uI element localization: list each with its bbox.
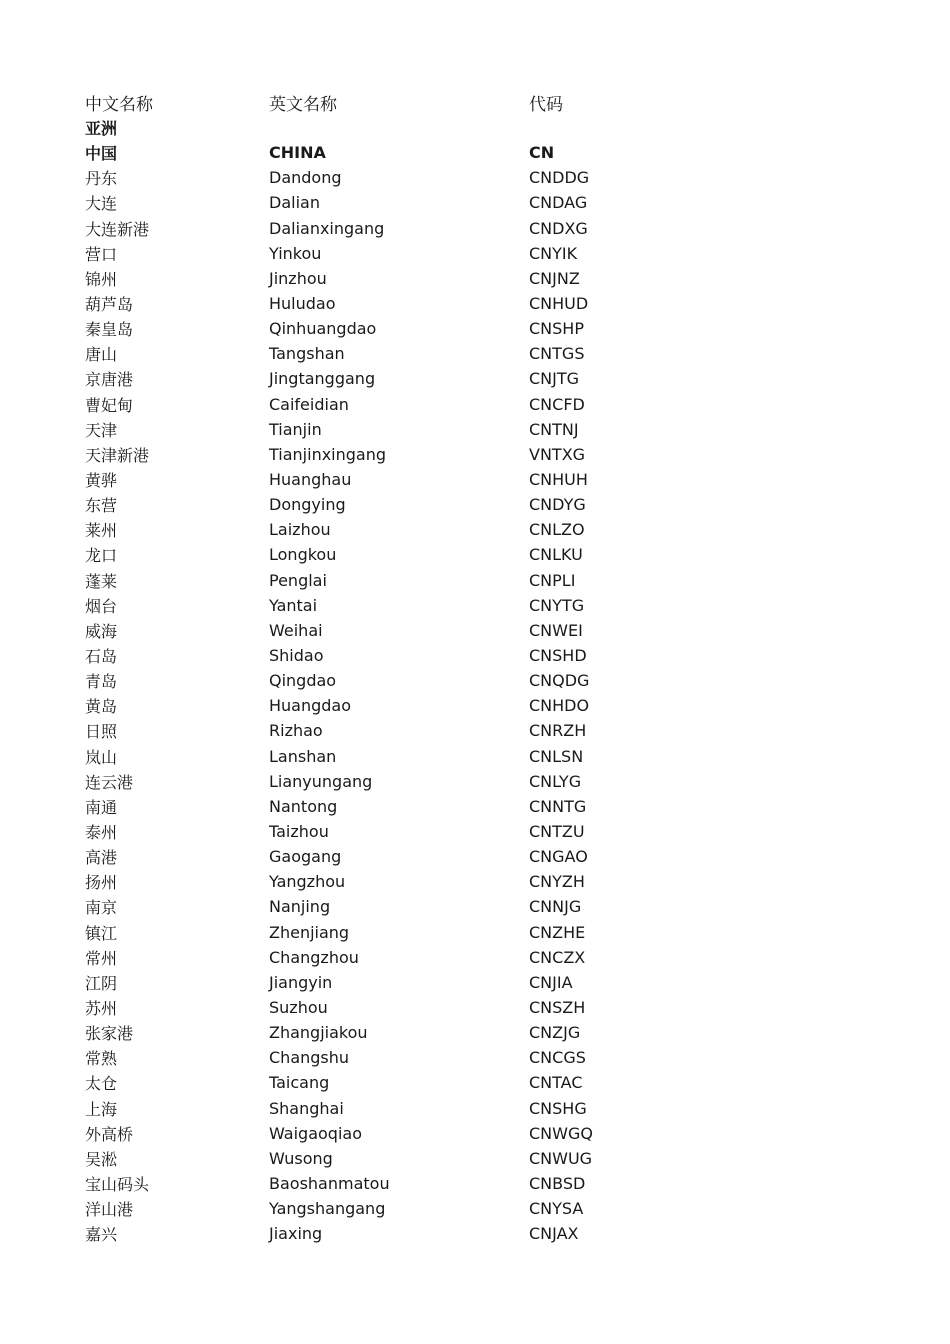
port-chinese-name: 天津 [85, 420, 118, 440]
port-chinese-name: 青岛 [85, 672, 118, 692]
port-code: CNCGS [529, 1048, 586, 1068]
table-row [85, 190, 705, 215]
port-english-name: Lianyungang [269, 771, 373, 791]
table-row [85, 668, 705, 693]
country-chinese: 中国 [85, 144, 118, 164]
table-row [85, 1196, 705, 1221]
port-code: CNPLI [529, 570, 576, 590]
port-chinese-name: 威海 [85, 621, 118, 641]
port-english-name: Dalianxingang [269, 218, 385, 238]
table-row [85, 467, 705, 492]
port-chinese-name: 秦皇岛 [85, 320, 134, 340]
table-row [85, 1070, 705, 1095]
port-chinese-name: 扬州 [85, 873, 118, 893]
table-row [85, 718, 705, 743]
port-chinese-name: 江阴 [85, 973, 118, 993]
port-code: CNWGQ [529, 1123, 593, 1143]
port-chinese-name: 曹妃甸 [85, 395, 134, 415]
port-chinese-name: 黄岛 [85, 697, 118, 717]
table-row [85, 216, 705, 241]
port-code: CNSHP [529, 319, 584, 339]
port-code-table [85, 89, 705, 1246]
port-code: CNJIA [529, 972, 573, 992]
port-code: CNYSA [529, 1199, 584, 1219]
region-row [85, 115, 705, 140]
port-chinese-name: 唐山 [85, 345, 118, 365]
port-english-name: Zhenjiang [269, 922, 350, 942]
port-english-name: Jiangyin [269, 972, 333, 992]
port-code: CNLSN [529, 746, 584, 766]
table-row [85, 266, 705, 291]
port-english-name: Yangzhou [269, 872, 346, 892]
table-row [85, 869, 705, 894]
port-code: CNHUH [529, 470, 588, 490]
table-row [85, 643, 705, 668]
port-english-name: Suzhou [269, 997, 328, 1017]
port-code: CNNJG [529, 897, 582, 917]
table-row [85, 593, 705, 618]
port-english-name: Huludao [269, 294, 336, 314]
port-english-name: Yantai [269, 595, 318, 615]
port-code: CNLKU [529, 545, 583, 565]
port-chinese-name: 日照 [85, 722, 118, 742]
port-code: CNZJG [529, 1023, 581, 1043]
port-rows [85, 165, 705, 1246]
port-english-name: Qinhuangdao [269, 319, 377, 339]
port-english-name: Taicang [269, 1073, 330, 1093]
port-chinese-name: 外高桥 [85, 1124, 134, 1144]
table-row [85, 794, 705, 819]
table-row [85, 819, 705, 844]
port-chinese-name: 莱州 [85, 521, 118, 541]
port-code: CNSHD [529, 646, 587, 666]
table-row [85, 693, 705, 718]
port-code: CNZHE [529, 922, 586, 942]
port-chinese-name: 嘉兴 [85, 1225, 118, 1245]
table-row [85, 392, 705, 417]
table-row [85, 1020, 705, 1045]
port-english-name: Yangshangang [269, 1199, 386, 1219]
header-english-name: 英文名称 [269, 94, 337, 115]
port-chinese-name: 南通 [85, 797, 118, 817]
table-row [85, 492, 705, 517]
port-code: VNTXG [529, 444, 586, 464]
port-english-name: Shidao [269, 646, 324, 666]
port-english-name: Tianjinxingang [269, 444, 387, 464]
port-chinese-name: 营口 [85, 244, 118, 264]
port-code: CNGAO [529, 847, 588, 867]
port-english-name: Shanghai [269, 1098, 344, 1118]
port-chinese-name: 锦州 [85, 269, 118, 289]
port-chinese-name: 黄骅 [85, 471, 118, 491]
port-chinese-name: 京唐港 [85, 370, 134, 390]
port-english-name: Weihai [269, 620, 323, 640]
port-english-name: Waigaoqiao [269, 1123, 362, 1143]
port-code: CNHUD [529, 294, 589, 314]
port-chinese-name: 常熟 [85, 1049, 118, 1069]
port-english-name: Jiaxing [269, 1224, 323, 1244]
port-chinese-name: 张家港 [85, 1024, 134, 1044]
country-code: CN [529, 143, 555, 163]
table-row [85, 1146, 705, 1171]
table-row [85, 970, 705, 995]
header-code: 代码 [529, 94, 563, 115]
port-english-name: Lanshan [269, 746, 337, 766]
port-code: CNJTG [529, 369, 580, 389]
port-code: CNTZU [529, 822, 585, 841]
port-english-name: Yinkou [269, 243, 322, 263]
port-chinese-name: 岚山 [85, 747, 118, 767]
port-chinese-name: 大连新港 [85, 219, 150, 239]
table-row [85, 291, 705, 316]
port-chinese-name: 泰州 [85, 823, 118, 842]
port-chinese-name: 东营 [85, 496, 118, 516]
port-english-name: Dandong [269, 168, 342, 188]
port-english-name: Changshu [269, 1048, 350, 1068]
port-english-name: Dongying [269, 495, 346, 515]
port-chinese-name: 丹东 [85, 169, 118, 189]
port-chinese-name: 石岛 [85, 647, 118, 667]
table-row [85, 442, 705, 467]
port-chinese-name: 高港 [85, 848, 118, 868]
table-row [85, 1221, 705, 1246]
region-label: 亚洲 [85, 119, 118, 139]
port-english-name: Taizhou [269, 822, 329, 841]
table-row [85, 744, 705, 769]
port-code: CNLZO [529, 520, 585, 540]
port-english-name: Tangshan [269, 344, 345, 364]
table-row [85, 316, 705, 341]
port-english-name: Gaogang [269, 847, 342, 867]
port-code: CNJAX [529, 1224, 579, 1244]
table-row [85, 1095, 705, 1120]
table-row [85, 844, 705, 869]
port-english-name: Laizhou [269, 520, 331, 540]
table-row [85, 1045, 705, 1070]
table-row [85, 517, 705, 542]
table-row [85, 417, 705, 442]
port-code: CNTGS [529, 344, 585, 364]
port-english-name: Penglai [269, 570, 327, 590]
port-chinese-name: 常州 [85, 948, 118, 968]
table-header-row [85, 89, 705, 115]
port-code: CNTNJ [529, 419, 579, 439]
port-english-name: Huangdao [269, 696, 352, 716]
port-chinese-name: 龙口 [85, 546, 118, 566]
port-chinese-name: 连云港 [85, 772, 134, 792]
port-english-name: Dalian [269, 193, 320, 213]
port-code: CNRZH [529, 721, 587, 741]
table-row [85, 1121, 705, 1146]
port-code: CNBSD [529, 1173, 586, 1193]
port-english-name: Wusong [269, 1148, 333, 1168]
table-row [85, 341, 705, 366]
port-chinese-name: 天津新港 [85, 445, 150, 465]
port-english-name: Qingdao [269, 671, 337, 691]
port-code: CNWEI [529, 620, 583, 640]
port-english-name: Tianjin [269, 419, 322, 439]
port-chinese-name: 太仓 [85, 1074, 118, 1094]
port-code: CNDDG [529, 168, 590, 188]
table-row [85, 1171, 705, 1196]
header-chinese-name: 中文名称 [85, 94, 153, 115]
port-code: CNLYG [529, 771, 582, 791]
port-english-name: Jingtanggang [269, 369, 376, 389]
port-english-name: Jinzhou [269, 268, 327, 288]
port-chinese-name: 上海 [85, 1099, 118, 1119]
table-row [85, 894, 705, 919]
table-row [85, 618, 705, 643]
port-code: CNWUG [529, 1148, 593, 1168]
port-chinese-name: 大连 [85, 194, 118, 214]
port-english-name: Huanghau [269, 470, 352, 490]
port-english-name: Changzhou [269, 947, 359, 967]
port-chinese-name: 烟台 [85, 596, 118, 616]
port-chinese-name: 洋山港 [85, 1200, 134, 1220]
port-code: CNCZX [529, 947, 586, 967]
port-english-name: Caifeidian [269, 394, 349, 414]
port-chinese-name: 南京 [85, 898, 118, 918]
port-chinese-name: 宝山码头 [85, 1174, 150, 1194]
country-row [85, 140, 705, 165]
port-code: CNDAG [529, 193, 588, 213]
table-row [85, 542, 705, 567]
port-english-name: Nanjing [269, 897, 331, 917]
port-code: CNQDG [529, 671, 590, 691]
table-row [85, 769, 705, 794]
port-code: CNYZH [529, 872, 585, 892]
port-english-name: Longkou [269, 545, 337, 565]
port-code: CNYIK [529, 243, 578, 263]
port-code: CNDYG [529, 495, 586, 515]
table-row [85, 568, 705, 593]
table-row [85, 241, 705, 266]
port-code: CNSZH [529, 997, 586, 1017]
port-code: CNHDO [529, 696, 590, 716]
port-english-name: Zhangjiakou [269, 1023, 368, 1043]
port-code: CNJNZ [529, 268, 580, 288]
port-chinese-name: 葫芦岛 [85, 295, 134, 315]
port-chinese-name: 蓬莱 [85, 571, 118, 591]
port-code: CNCFD [529, 394, 585, 414]
table-row [85, 366, 705, 391]
table-row [85, 995, 705, 1020]
port-code: CNTAC [529, 1073, 583, 1093]
port-english-name: Rizhao [269, 721, 323, 741]
port-chinese-name: 苏州 [85, 998, 118, 1018]
port-code: CNSHG [529, 1098, 587, 1118]
port-chinese-name: 镇江 [85, 923, 118, 943]
port-chinese-name: 吴淞 [85, 1149, 118, 1169]
port-code: CNDXG [529, 218, 588, 238]
port-code: CNNTG [529, 796, 587, 816]
table-row [85, 945, 705, 970]
port-code: CNYTG [529, 595, 585, 615]
port-english-name: Nantong [269, 796, 338, 816]
table-row [85, 165, 705, 190]
table-row [85, 920, 705, 945]
port-english-name: Baoshanmatou [269, 1173, 390, 1193]
country-english: CHINA [269, 143, 326, 163]
